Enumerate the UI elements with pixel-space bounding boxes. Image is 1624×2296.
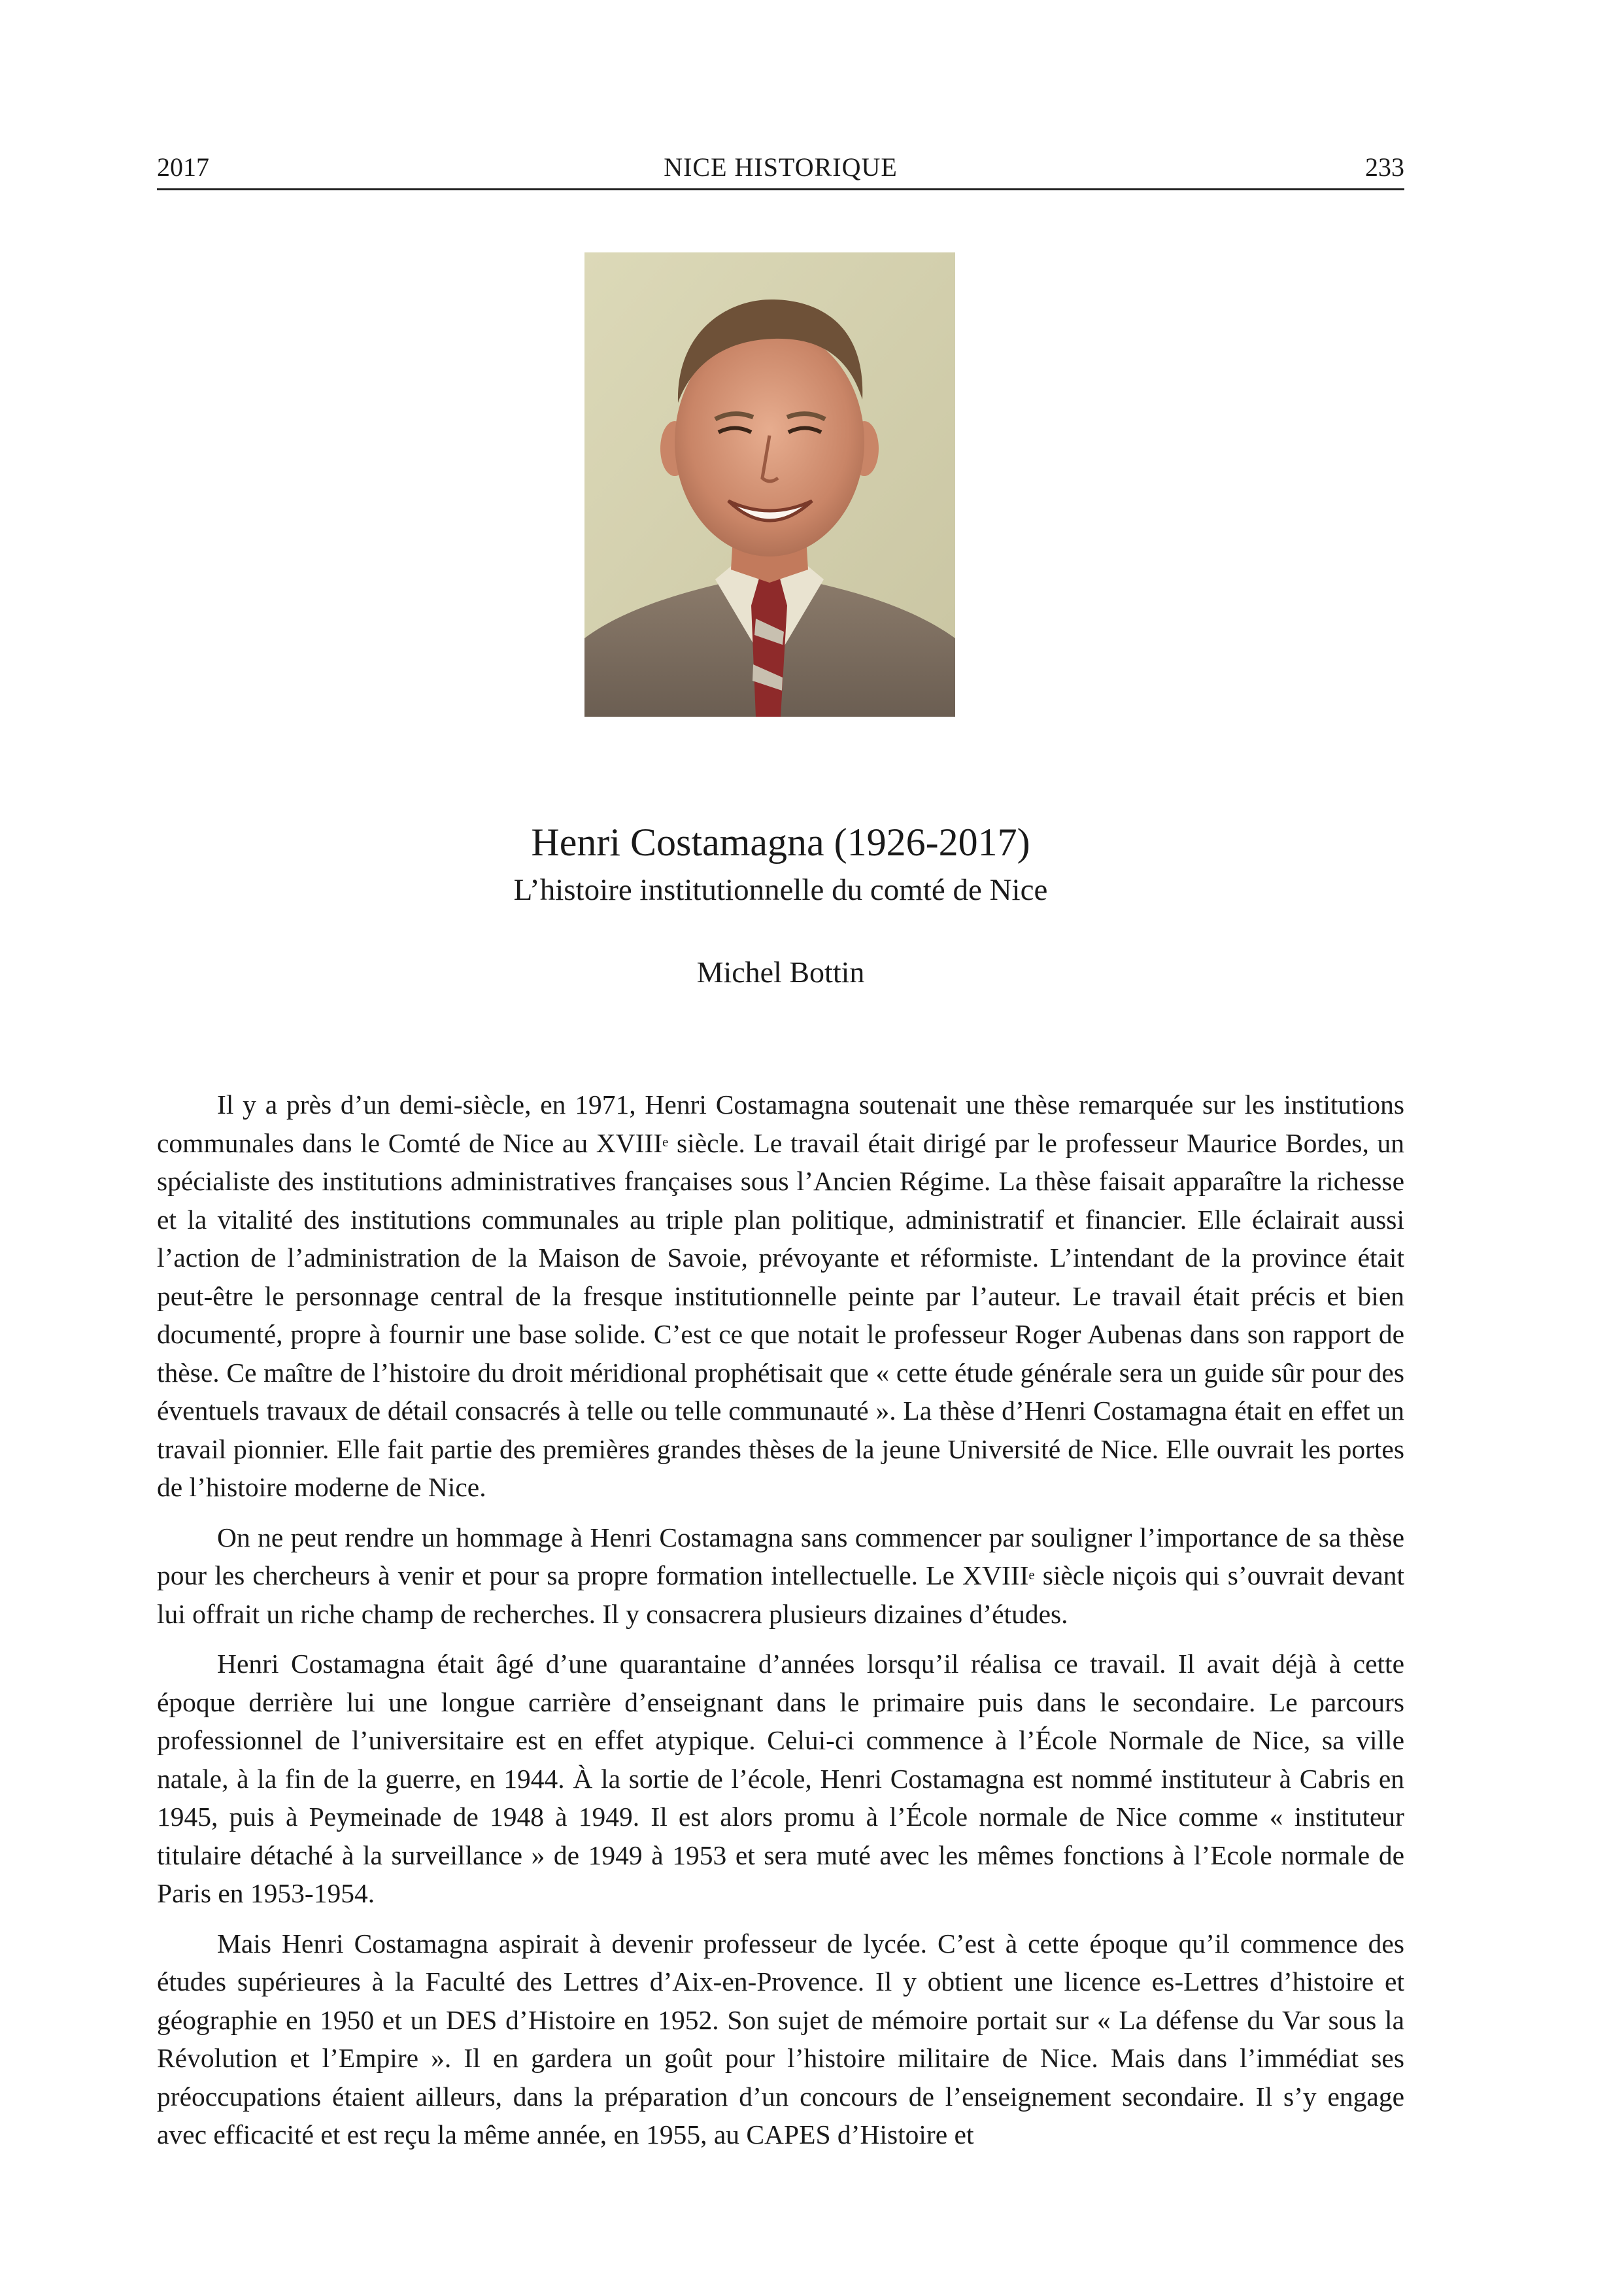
portrait-photo: [584, 252, 955, 717]
header-journal-title: NICE HISTORIQUE: [664, 152, 898, 182]
body-paragraph: Mais Henri Costamagna aspirait à devenir professeur de lycée. C’est à cette époque qu’il commence des études supérieures à la Faculté des Lettres d’Aix-en-Provence. Il y obtient une licence es-Lettres d’histoire et géographie en 1950 et un DES d’Histoire en 1952. Son sujet de mémoire portait sur « La défense du Var sous la Révolution et l’Empire ». Il en gardera un goût pour l’histoire militaire de Nice. Mais dans l’immédiat ses préoccupations étaient ailleurs, dans la préparation d’un concours de l’enseignement secondaire. Il s’y engage avec efficacité et est reçu la même année, en 1955, au CAPES d’Histoire et: [157, 1928, 1404, 2150]
running-header: [157, 149, 1404, 190]
header-year: 2017: [157, 152, 209, 182]
article-subtitle: L’histoire institutionnelle du comté de Nice: [513, 873, 1048, 907]
body-paragraph: Henri Costamagna était âgé d’une quarantaine d’années lorsqu’il réalisa ce travail. Il avait déjà à cette époque derrière lui une longue carrière d’enseignant dans le primaire puis dans le secondaire. Le parcours professionnel de l’universitaire est en effet atypique. Celui-ci commence à l’École Normale de Nice, sa ville natale, à la fin de la guerre, en 1944. À la sortie de l’école, Henri Costamagna est nommé instituteur à Cabris en 1945, puis à Peymeinade de 1948 à 1949. Il est alors promu à l’École normale de Nice comme « instituteur titulaire détaché à la surveillance » de 1949 à 1953 et sera muté avec les mêmes fonctions à l’Ecole normale de Paris en 1953-1954.: [157, 1649, 1404, 1908]
article-author: Michel Bottin: [696, 955, 865, 989]
body-paragraph: On ne peut rendre un hommage à Henri Costamagna sans commencer par souligner l’importance de sa thèse pour les chercheurs à venir et pour sa propre formation intellectuelle. Le XVIIIe siècle niçois qui s’ouvrait devant lui offrait un riche champ de recherches. Il y consacrera plusieurs dizaines d’études.: [157, 1522, 1404, 1629]
article-title: Henri Costamagna (1926-2017): [531, 821, 1030, 864]
body-paragraph: Il y a près d’un demi-siècle, en 1971, Henri Costamagna soutenait une thèse remarquée sur les institutions communales dans le Comté de Nice au XVIIIe siècle. Le travail était dirigé par le professeur Maurice Bordes, un spécialiste des institutions administratives françaises sous l’Ancien Régime. La thèse faisait apparaître la richesse et la vitalité des institutions communales au triple plan politique, administratif et financier. Elle éclairait aussi l’action de l’administration de la Maison de Savoie, prévoyante et réformiste. L’intendant de la province était peut-être le personnage central de la fresque institutionnelle peinte par l’auteur. Le travail était précis et bien documenté, propre à fournir une base solide. C’est ce que notait le professeur Roger Aubenas dans son rapport de thèse. Ce maître de l’histoire du droit méridional prophétisait que « cette étude générale sera un guide sûr pour des éventuels travaux de détail consacrés à telle ou telle communauté ». La thèse d’Henri Costamagna était en effet un travail pionnier. Elle fait partie des premières grandes thèses de la jeune Université de Nice. Elle ouvrait les portes de l’histoire moderne de Nice.: [157, 1089, 1404, 1502]
article-body: [157, 1086, 1404, 2166]
header-page-number: 233: [1365, 152, 1404, 182]
